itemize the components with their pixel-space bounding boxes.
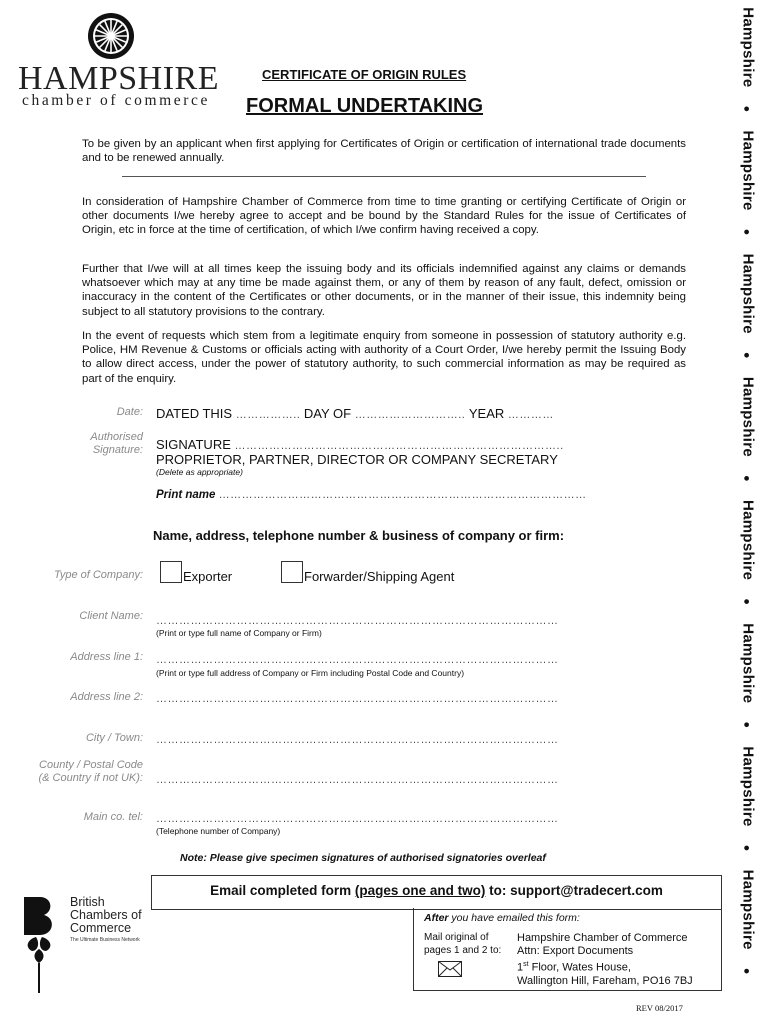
bcc-name-line-2: Chambers of [70,908,142,922]
after-heading [424,912,580,924]
bcc-tagline: The Ultimate Business Network [70,937,140,943]
email-middle: to: [485,883,511,898]
email-box [151,875,722,910]
side-bullet: ● [740,105,753,113]
mailing-address-line-1: Hampshire Chamber of Commerce [517,932,688,944]
authorised-label-1: Authorised [90,431,143,443]
mailing-address-line-2: Attn: Export Documents [517,945,634,957]
date-label: Date: [116,406,143,418]
org-name: HAMPSHIRE [18,60,219,97]
authorised-label-2: Signature: [92,444,143,456]
form-title: FORMAL UNDERTAKING [246,95,484,117]
side-word: Hampshire [739,130,757,211]
main-tel-hint: (Telephone number of Company) [156,826,281,836]
roles-text: PROPRIETOR, PARTNER, DIRECTOR OR COMPANY SECRETARY [156,452,558,467]
address-line-1-field[interactable]: …………………………………………………………………………………………… [156,654,559,666]
side-word: Hampshire [739,7,757,88]
side-bullet: ● [740,967,753,975]
delete-note: (Delete as appropriate) [156,467,243,477]
mailing-address-line-4: Wallington Hill, Fareham, PO16 7BJ [517,974,693,987]
print-name-label: Print name [156,489,216,501]
county-label-1: County / Postal Code [39,759,143,771]
year-field[interactable]: ………… [507,409,554,421]
side-branding-text [740,7,757,993]
mailing-address-line-3 [517,958,693,975]
county-postal-field[interactable]: …………………………………………………………………………………………… [156,774,559,786]
client-name-label: Client Name: [79,610,143,622]
bcc-name-line-1: British [70,895,105,909]
side-bullet: ● [740,844,753,852]
email-instruction [152,883,721,898]
floor-suffix: st [523,961,529,968]
paragraph-statutory: In the event of requests which stem from a legitimate enquiry from someone in possession of statutory authority e.g. Police, HM Revenue & Customs or officials acting with authority of a Court Order, I/we hereby permit the Issuing Body to allow direct access, under the power of statutory authority, to such commercial information as may be required as part of the enquiry. [82,330,686,385]
side-word: Hampshire [739,623,757,704]
side-word: Hampshire [739,500,757,581]
email-address-link[interactable]: support@tradecert.com [510,883,663,898]
paragraph-indemnity: Further that I/we will at all times keep the issuing body and its officials indemnified against any claims or demands whatsoever which may at any time be made against them, or any of them by reason of any fault, defect, omission or inaccuracy in the content of the Certificates or other documents, or in the manner of their issue, this indemnity being subject to all statutory provisions to the contrary. [82,263,686,318]
floor-rest: Floor, Wates House, [528,961,631,974]
side-branding [733,7,763,975]
address-line-2-field[interactable]: …………………………………………………………………………………………… [156,693,559,705]
specimen-note: Note: Please give specimen signatures of authorised signatories overleaf [180,852,546,864]
print-name-line [156,489,587,501]
print-name-field[interactable]: …………………………………………………………………………………… [218,489,587,501]
side-word: Hampshire [739,869,757,950]
forwarder-option-label: Forwarder/Shipping Agent [304,569,455,584]
dated-this-text: DATED THIS [156,406,233,421]
intro-text: To be given by an applicant when first applying for Certificates of Origin or certification of international trade documents and to be renewed annually. [82,138,686,165]
month-field[interactable]: ……………………….. [354,409,469,421]
email-prefix: Email completed form [210,883,355,898]
mailing-box [413,908,722,991]
divider [122,176,646,177]
address-line-2-label: Address line 2: [70,691,143,703]
forwarder-checkbox[interactable] [281,561,303,583]
address-line-1-hint: (Print or type full address of Company or Firm including Postal Code and Country) [156,668,465,678]
day-of-text: DAY OF [303,406,352,421]
certificate-title: CERTIFICATE OF ORIGIN RULES [262,67,467,82]
county-label-2: (& Country if not UK): [38,772,143,784]
signature-line [156,437,564,452]
bcc-name-line-3: Commerce [70,921,132,935]
after-word: After [424,912,449,924]
bcc-logo-icon [18,893,66,993]
org-subtitle: chamber of commerce [22,92,210,109]
address-line-1-label: Address line 1: [70,651,143,663]
side-word: Hampshire [739,253,757,334]
date-line [156,406,554,421]
side-word: Hampshire [739,746,757,827]
day-field[interactable]: …………….. [235,409,304,421]
signature-text: SIGNATURE [156,437,231,452]
side-bullet: ● [740,598,753,606]
type-of-company-label: Type of Company: [53,569,143,581]
exporter-option-label: Exporter [183,569,233,584]
paragraph-consideration: In consideration of Hampshire Chamber of Commerce from time to time granting or certifying Certificate of Origin or other documents I/we hereby agree to accept and be bound by the Standard Rules for the issue of Certificates of Origin, etc in force at the time of certification, of which I/we confirm having received a copy. [82,196,686,237]
city-town-field[interactable]: …………………………………………………………………………………………… [156,734,559,746]
side-word: Hampshire [739,376,757,458]
after-rest: you have emailed this form: [448,912,580,924]
email-pages: (pages one and two) [354,883,486,898]
envelope-icon [438,961,462,977]
revision-text: REV 08/2017 [636,1003,683,1013]
company-heading: Name, address, telephone number & business of company or firm: [153,528,565,543]
mail-original-text-2: pages 1 and 2 to: [424,945,502,956]
mailing-address [517,932,693,988]
mail-original-text-1: Mail original of [424,932,489,943]
main-tel-label: Main co. tel: [83,811,143,823]
signature-field[interactable]: ………………………………………………………………………….. [234,440,564,452]
client-name-hint: (Print or type full name of Company or Firm) [156,628,322,638]
side-bullet: ● [740,228,753,236]
year-text: YEAR [468,406,505,421]
floor-number: 1 [517,961,524,974]
bcc-name [70,896,142,935]
main-tel-field[interactable]: …………………………………………………………………………………………… [156,813,559,825]
chamber-emblem-icon [86,11,136,61]
side-bullet: ● [740,721,753,729]
client-name-field[interactable]: …………………………………………………………………………………………… [156,615,559,627]
exporter-checkbox[interactable] [160,561,182,583]
city-town-label: City / Town: [85,732,143,744]
side-bullet: ● [740,351,753,359]
side-bullet: ● [740,475,753,482]
